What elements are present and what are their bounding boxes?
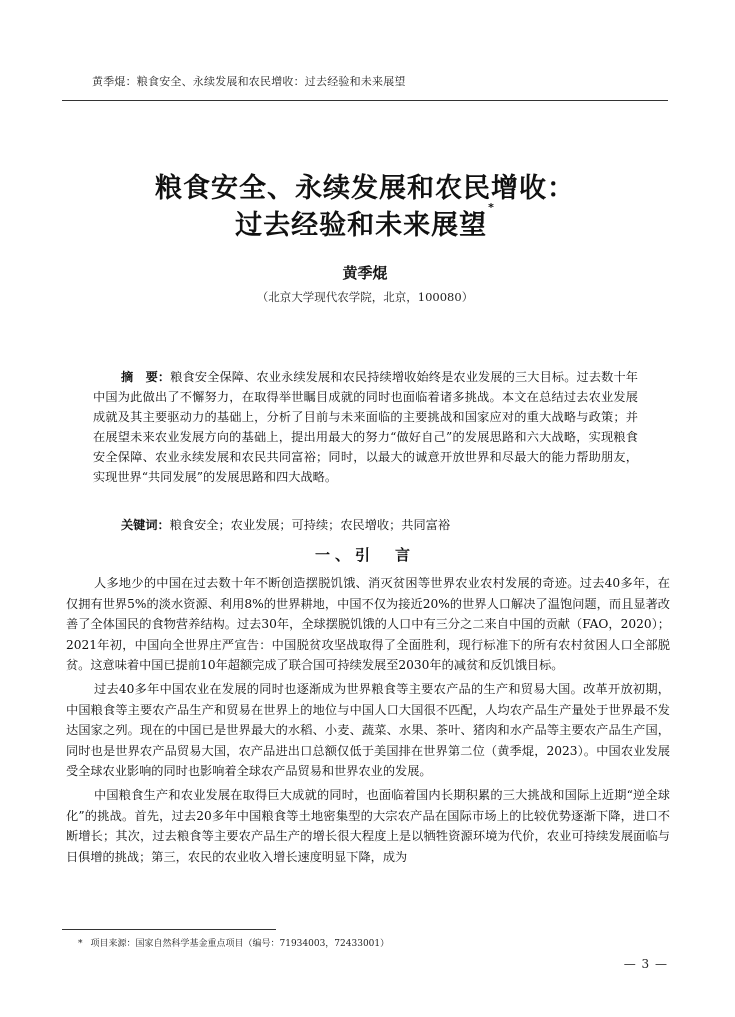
keywords-text: 粮食安全；农业发展；可持续；农民增收；共同富裕: [169, 518, 451, 532]
paper-title-line-2: [62, 203, 668, 242]
paragraph: 人多地少的中国在过去数十年不断创造摆脱饥饿、消灭贫困等世界农业农村发展的奇迹。过去40多年，在仅拥有世界5%的淡水资源、利用8%的世界耕地，中国不仅为接近20%的世界人口解决了温饱问题，而且显著改善了全体国民的食物营养结构。过去30年，全球摆脱饥饿的人口中有三分之二来自中国的贡献（FAO，2020）；2021年初，中国向全世界庄严宣告：中国脱贫攻坚战取得了全面胜利，现行标准下的所有农村贫困人口全部脱贫。这意味着中国已提前10年超额完成了联合国可持续发展至2030年的减贫和反饥饿目标。: [66, 576, 670, 673]
paragraph: 过去40多年中国农业在发展的同时也逐渐成为世界粮食等主要农产品的生产和贸易大国。改革开放初期，中国粮食等主要农产品生产和贸易在世界上的地位与中国人口大国很不匹配，人均农产品生产量处于世界最不发达国家之列。现在的中国已是世界最大的水稻、小麦、蔬菜、水果、茶叶、猪肉和水产品等主要农产品生产国，同时也是世界农产品贸易大国，农产品进出口总额仅低于美国排在世界第二位（黄季焜，2023）。中国农业发展受全球农业影响的同时也影响着全球农产品贸易和世界农业的发展。: [66, 681, 670, 779]
footnote-mark: *: [78, 939, 83, 949]
footnote-rule: [62, 929, 276, 930]
abstract-text: 粮食安全保障、农业永续发展和农民持续增收始终是农业发展的三大目标。过去数十年中国为此做出了不懈努力，在取得举世瞩目成就的同时也面临着诸多挑战。本文在总结过去农业发展成就及其主要驱动力的基础上，分析了目前与未来面临的主要挑战和国家应对的重大战略与政策；并在展望未来农业发展方向的基础上，提出用最大的努力“做好自己”的发展思路和六大战略，实现粮食安全保障、农业永续发展和农民共同富裕；同时，以最大的诚意开放世界和尽最大的能力帮助朋友，实现世界“共同发展”的发展思路和四大战略。: [93, 370, 638, 485]
section-heading: 一、引 言: [314, 546, 415, 564]
keywords: [121, 516, 641, 533]
footnote: [78, 936, 389, 949]
page-number: — 3 —: [623, 957, 668, 971]
author-affiliation: （北京大学现代农学院，北京，100080）: [256, 290, 474, 304]
title-footnote-mark: *: [488, 201, 495, 214]
paper-title-line-1: 粮食安全、永续发展和农民增收：: [155, 173, 575, 204]
paper-title-line-2-text: 过去经验和未来展望: [235, 210, 488, 241]
abstract-label: 摘 要：: [121, 370, 171, 384]
abstract: [93, 367, 638, 488]
author-name: 黄季焜: [342, 264, 388, 282]
keywords-label: 关键词：: [121, 518, 170, 532]
paragraph: 中国粮食生产和农业发展在取得巨大成就的同时，也面临着国内长期积累的三大挑战和国际上近期“逆全球化”的挑战。首先，过去20多年中国粮食等土地密集型的大宗农产品在国际市场上的比较优势逐渐下降，进口不断增长；其次，过去粮食等主要农产品生产的增长很大程度上是以牺牲资源环境为代价，农业可持续发展面临与日俱增的挑战；第三，农民的农业收入增长速度明显下降，成为: [66, 787, 670, 864]
footnote-text: 项目来源：国家自然科学基金重点项目（编号：71934003，72433001）: [90, 939, 390, 949]
running-head: 黄季焜：粮食安全、永续发展和农民增收：过去经验和未来展望: [92, 75, 406, 88]
header-rule: [62, 100, 668, 101]
body-text: [66, 573, 670, 870]
